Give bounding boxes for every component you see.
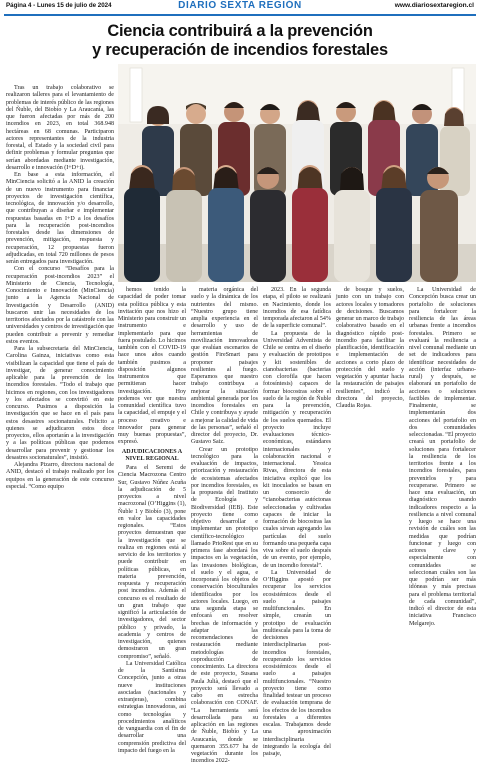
newspaper-name: DIARIO SEXTA REGIÓN xyxy=(178,0,302,11)
paragraph: Para el Seremi de Ciencia Macrozona Centro Sur, Gustavo Núñez Acuña la adjudicación de 5 proyectos a nivel macrozonal (O’Higgins (1), Ñuble 1 y Biobío (3), pone en valor las capacidades regionales. “Estos proyectos demuestran que la investigación que se realiza en regiones está al servicio de los territorios y puede contribuir en políticas públicas, en materia prevención, respuesta y recuperación post incendios. Además el concurso es el resultado de un gran trabajo que significó la articulación de investigadores, del sector público y privado, la academia y centros de investigación, quienes demostraron un gran compromiso”, señaló. xyxy=(118,465,186,660)
paragraph: de bosque y suelos, junto con un trabajo con actores locales y tomadores de decisiones. Buscamos generar un marco de trabajo colaborativo basado en el diagnóstico rápido post-incendio para facilitar la planificación, identificación e implementación de acciones a corto plazo de protección del suelo y vegetación y apuntar hacia la restauración de paisajes resilientes”, indicó la directora del proyecto, Claudia Rojas. xyxy=(336,287,404,409)
paragraph: 2023. En la segunda etapa, el piloto se realizará en Nacimiento, donde los incendios de esa fatídica temporada afectaron al 54% de la superficie comunal”. xyxy=(263,287,331,330)
subheading-adjudicaciones: ADJUDICACIONES A NIVEL REGIONAL xyxy=(121,448,183,462)
paragraph: La Universidad de Concepción busca crear un portafolio de soluciones para fortalecer la resiliencia de las áreas urbanas frente a incendios forestales. Primero se evaluará la resiliencia a nivel comunal mediante un set de indicadores para identificar necesidades de acción (interfaz urbano-rural) y después, se elaborará un portafolio de acciones o soluciones factibles de implementar. Finalmente, se implementarán dos acciones del portafolio en dos comunidades seleccionadas. “El proyecto creará un portafolio de soluciones para fortalecer la resiliencia de los territorios frente a los incendios forestales, para prevenirlos y para recuperarse. Primero se hace una evaluación, un diagnóstico usando indicadores respecto a la resiliencia a nivel comunal y luego se hace una revisión de cuáles son las medidas que podrían funcionar y luego con actores clave y especialmente con comunidades se seleccionan cuáles son las que podrían ser más idóneas y más precisas para el problema territorial de cada comunidad”, indicó el director de esta iniciativa Francisco Melgarejo. xyxy=(409,287,476,627)
article-column-5 xyxy=(336,287,404,707)
article-column-4 xyxy=(263,287,331,757)
paragraph: Crear un prototipo tecnológico para la evaluación de impactos, priorización y restauración de ecosistemas afectados por incendios forestales, es la propuesta del Instituto de Ecología y Biodiversidad (IEB). Este proyecto tiene como objetivo desarrollar e implementar un prototipo científico-tecnológico llamado PrioRest que en su primera fase abordará los impactos en la vegetación, las invasiones biológicas, el suelo y el agua, e incorporará los objetos de conservación bioculturales identificados por los actores locales. Luego, en una segunda etapa se enfocará en resolver brechas de información y adaptar las recomendaciones de restauración mediante metodologías de coproducción de conocimiento. La directora de este proyecto, Susana Paula Julià, destacó que el proyecto será llevado a cabo en estrecha colaboración con CONAF. “La herramienta será desarrollada para su aplicación en las regiones de Ñuble, Biobío y La Araucanía, donde se quemaron 355.677 ha de vegetación durante los incendios 2022- xyxy=(191,446,258,765)
headline-line-2: y recuperación de incendios forestales xyxy=(92,41,388,59)
article-column-1 xyxy=(6,85,114,707)
article-headline xyxy=(0,22,480,60)
article-column-6 xyxy=(409,287,476,707)
group-photo-icon xyxy=(118,64,476,282)
paragraph: Con el concurso “Desafíos para la recuperación post-incendios 2023” el Ministerio de Ciencia, Tecnología, Conocimiento e Innovación (MinCiencia) junto a la Agencia Nacional de Investigación y Desarrollo (ANID) buscaron unir las necesidades de los territorios afectados por la catástrofe con las universidades y centros de investigación que pueden contribuir a prevenir y remediar estos eventos. xyxy=(6,266,114,345)
paragraph: La propuesta de la Universidad Adventista de Chile se centra en el diseño y evaluación de prototipos y kit sostenibles de cianobacterias (bacterias con clorofila que hacen fotosíntesis) capaces de formar biocostras sobre el suelo de la región de Ñuble para la prevención, mitigación y recuperación de los suelos quemados. El proyecto incluye evaluaciones técnico-económicas, estándares internacionales y colaboración nacional e internacional. Yessica Rivas, directora de esta iniciativa explicó que los kit inoculados se basan en un consorcio de “cianobacterias autóctonas seleccionadas y cultivadas capaces de iniciar la formación de biocostras las cuales sirvan agregando las partículas del suelo formando una pequeña capa viva sobre el suelo después de un evento, por ejemplo, de un incendio forestal”. xyxy=(263,330,331,569)
paragraph: Tras un trabajo colaborativo se realizaron talleres para el levantamiento de problemas de interés público de las regiones del Ñuble, del Biobío y La Araucanía, las que fueron afectadas por más de 200 incendios en 2023, en total 368.948 hectáreas en 68 comunas. Participaron actores representantes de la industria forestal, el Estado y la sociedad civil para definir problemas y formular preguntas que serían abordadas mediante investigación, desarrollo e innovación (I+D+i). xyxy=(6,85,114,171)
website-link[interactable]: www.diariosextaregion.cl xyxy=(394,2,474,9)
headline-line-1: Ciencia contribuirá a la prevención xyxy=(107,22,373,40)
page-date: Página 4 - Lunes 15 de julio de 2024 xyxy=(6,2,112,9)
group-photo xyxy=(118,64,476,282)
paragraph: Para la subsecretaria del MinCiencia, Carolina Gainza, iniciativas como esta visibilizan la capacidad que tiene el país de investigar, de generar conocimiento aplicable para la prevención de los incendios forestales. “Todo el trabajo que hicimos en regiones, con los investigadores y los afectados se convirtió en este concurso. Pusimos a disposición la investigación que se hace en el país para estos desastres socionaturales. Felicito a quienes se adjudicaron estos doce proyectos, ellos aportarán a la investigación y a las políticas públicas que podemos desarrollar para prevenir y gestionar los desastres socionaturales”, insistió. xyxy=(6,346,114,461)
paragraph: Alejandra Pizarro, directora nacional de ANID, destacó el trabajo realizado por los equipos en la generación de este concurso especial. “Como equipo xyxy=(6,462,114,490)
masthead-rule xyxy=(4,14,476,16)
masthead xyxy=(0,0,480,14)
paragraph: La Universidad de O’Higgins apostó por recuperar los servicios ecosistémicos desde el suelo a paisajes multifuncionales. En simple, crearán un prototipo de evaluación multiescala para la toma de decisiones interdisciplinarias post-incendios forestales, recuperando los servicios ecosistémicos desde el suelo a paisajes multifuncionales. “Nuestro proyecto tiene como finalidad testear un proceso de evaluación temprana de los efectos de los incendios forestales a diferentes escalas. Trabajamos desde una aproximación interdisciplinaria integrando la ecología del paisaje, xyxy=(263,569,331,757)
paragraph: hemos tenido la capacidad de poder tomar esta política pública y esta invitación que nos hizo el Ministerio para construir un instrumento e implementarlo para que fuera postulado. Lo hicimos también con el COVID-19 hace unos años cuando también pusimos a disposición algunos instrumentos que permitieran hacer investigación. Hoy podemos ver que nuestra comunidad científica tuvo la capacidad, el empuje y el proceso creativo e innovador para generar muy buenas propuestas”, expresó. xyxy=(118,287,186,446)
article-column-2 xyxy=(118,287,186,754)
paragraph: La Universidad Católica de la Santísima Concepción, junto a otras nueve instituciones asociadas (nacionales y extranjeras), combina estrategias innovadoras, así como tecnologías y procedimientos analíticos de vanguardia con el fin de desarrollar una comprensión predictiva del impacto del fuego en la xyxy=(118,660,186,754)
paragraph: materia orgánica del suelo y la dinámica de los nutrientes del mismo. “Nuestro grupo tiene amplia experiencia en el desarrollo y uso de herramientas de movilización innovadoras que evalúan escenarios de gestión FireSmart para proponer paisajes resilientes al fuego. Esperamos que nuestro trabajo contribuya a mejorar la situación ambiental generada por los incendios forestales en Chile y contribuya y ayude a mejorar la calidad de vida de las personas”, señaló el director del proyecto, Dr. Gustavo Saiz. xyxy=(191,287,258,446)
article-column-3 xyxy=(191,287,258,765)
paragraph: En base a esta información, el MinCiencia solicitó a la ANID la creación de un nuevo instrumento para financiar proyectos de investigación científica, tecnológica, de innovación y/o desarrollo, que contribuyan a diseñar e implementar respuestas basadas en I+D a los desafíos para la recuperación post-incendios forestales desde las dimensiones de prevención, mitigación, respuesta y recuperación, 12 propuestas fueron adjudicadas, en total 720 millones de pesos serán entregados para investigación. xyxy=(6,172,114,265)
